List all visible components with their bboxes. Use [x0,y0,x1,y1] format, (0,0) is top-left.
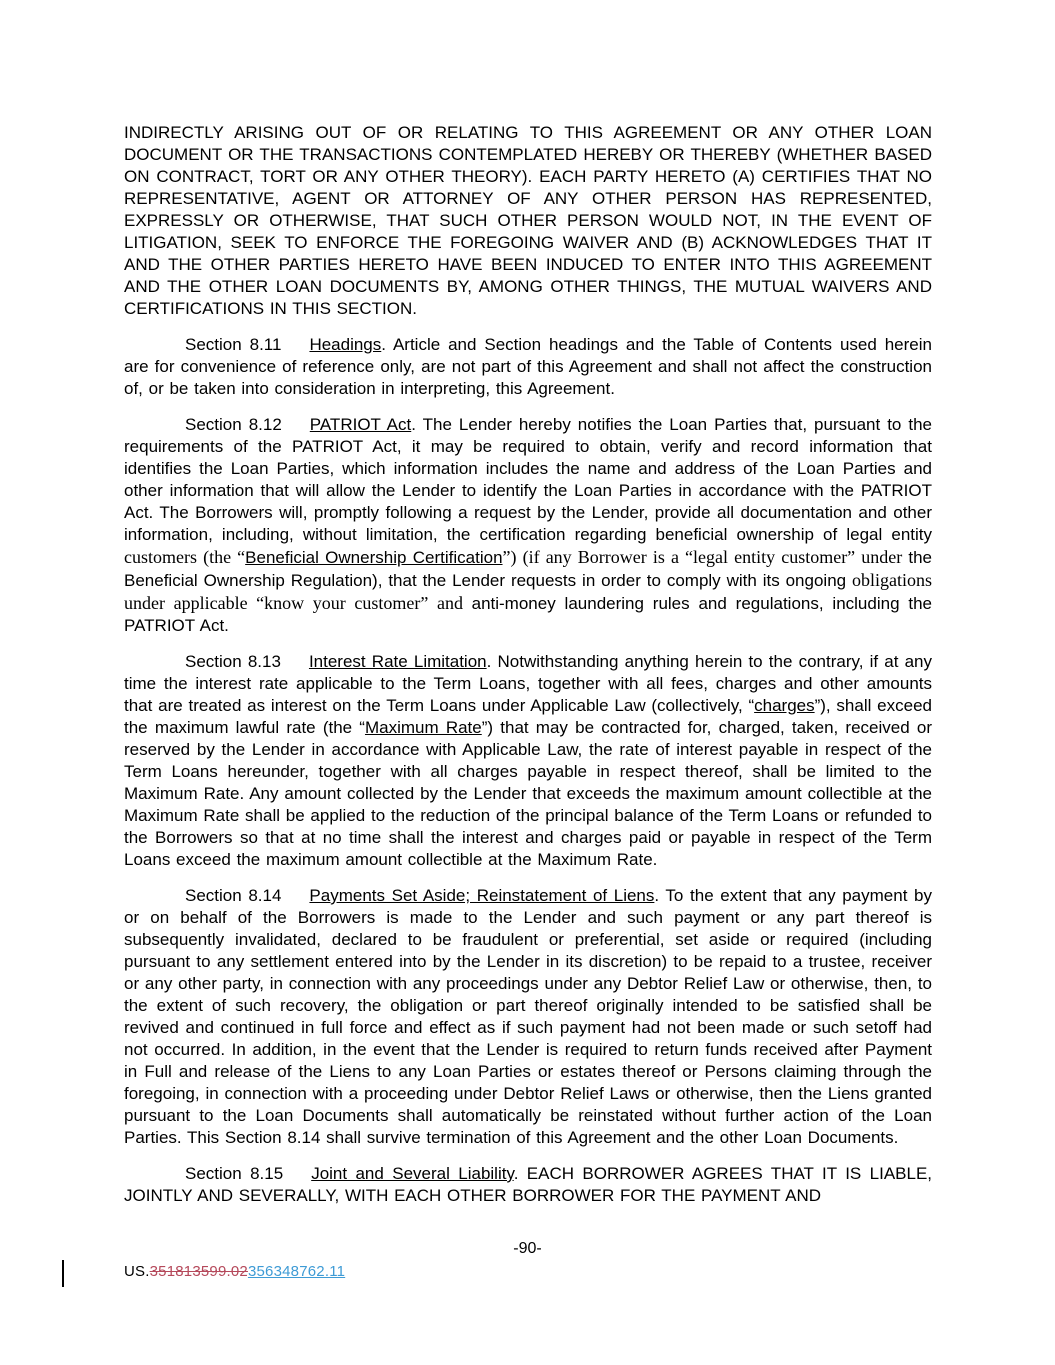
document-id-footer [124,1263,345,1280]
text-run: . Notwithstanding anything herein to the contrary, if at any time the interest rate applicable to the Term Loans, together with all fees, charges and other amounts that are treated as interest on the Term Loans under Applicable Law (collectively, “ [124,652,932,715]
text-run: ”), shall exceed the maximum lawful rate (the “ [124,696,932,737]
defined-term: Beneficial Ownership Certification [245,548,503,567]
footer-new-id: 356348762.11 [247,1263,346,1280]
text-run: ”) (if any Borrower is a “legal entity customer” under [502,547,909,567]
text-run: . To the extent that any payment by or on behalf of the Borrowers is made to the Lender and such payment or any part thereof is subsequently invalidated, declared to be fraudulent or preferential, set aside or required (including pursuant to any settlement entered into by the Lender in its discretion) to be repaid to a trustee, receiver or any other party, in connection with any proceedings under any Debtor Relief Law or otherwise, then, to the extent of such recovery, the obligation or part thereof originally intended to be satisfied shall be revived and continued in full force and effect as if such payment had not been made or such setoff had not occurred. In addition, in the event that the Lender is required to return funds received after Payment in Full and release of the Liens to any Loan Parties or estates thereof or Persons claiming through the foregoing, in connection with a proceeding under Debtor Relief Laws or otherwise, then the Liens granted pursuant to the Loan Documents shall automatically be reinstated without further action of the Loan Parties. This Section 8.14 shall survive termination of this Agreement and the other Loan Documents. [124,886,932,1147]
defined-term: Maximum Rate [364,718,482,737]
text-run: Section 8.12 [185,415,282,434]
text-run: . The Lender hereby notifies the Loan Parties that, pursuant to the requirements of the PATRIOT Act, it may be required to obtain, verify and record information that identifies the Loan Parties, which information includes the name and address of the Loan Parties and other information that will allow the Lender to identify the Loan Parties in accordance with the PATRIOT Act. The Borrowers will, promptly following a request by the Lender, provide all documentation and other information, including, without limitation, the certification regarding beneficial ownership of legal entity [124,415,932,544]
text-run: obligations under applicable “know your customer” and [124,570,932,613]
text-run: Section 8.14 [185,886,282,905]
defined-term: Joint and Several Liability [311,1164,514,1183]
paragraph-section-8-15 [124,1163,932,1207]
footer-id-prefix: US. [124,1263,150,1280]
text-run: anti-money laundering rules and regulations, including the PATRIOT Act. [124,594,932,635]
text-run: ”) that may be contracted for, charged, taken, received or reserved by the Lender in accordance with Applicable Law, the rate of interest payable in respect of the Term Loans hereunder, together with all charges payable in respect thereof, shall be limited to the Maximum Rate. Any amount collected by the Lender that exceeds the maximum amount collectible at the Maximum Rate shall be applied to the reduction of the principal balance of the Term Loans or refunded to the Borrowers so that at no time shall the interest and charges paid or payable in respect of the Term Loans exceed the maximum amount collectible at the Maximum Rate. [124,718,932,869]
document-body [124,122,932,1207]
text-run: INDIRECTLY ARISING OUT OF OR RELATING TO THIS AGREEMENT OR ANY OTHER LOAN DOCUMENT OR THE TRANSACTIONS CONTEMPLATED HEREBY OR THEREBY (WHETHER BASED ON CONTRACT, TORT OR ANY OTHER THEORY). EACH PARTY HERETO (A) CERTIFIES THAT NO REPRESENTATIVE, AGENT OR ATTORNEY OF ANY OTHER PERSON HAS REPRESENTED, EXPRESSLY OR OTHERWISE, THAT SUCH OTHER PERSON WOULD NOT, IN THE EVENT OF LITIGATION, SEEK TO ENFORCE THE FOREGOING WAIVER AND (B) ACKNOWLEDGES THAT IT AND THE OTHER PARTIES HERETO HAVE BEEN INDUCED TO ENTER INTO THIS AGREEMENT AND THE OTHER LOAN DOCUMENTS BY, AMONG OTHER THINGS, THE MUTUAL WAIVERS AND CERTIFICATIONS IN THIS SECTION. [124,123,932,318]
defined-term: Interest Rate Limitation [308,652,487,671]
defined-term: Payments Set Aside; Reinstatement of Liens [309,886,655,905]
paragraph-section-8-11 [124,334,932,400]
text-run: . Article and Section headings and the Table of Contents used herein are for convenience of reference only, are not part of this Agreement and shall not affect the construction of, or be taken into consideration in interpreting, this Agreement. [124,335,932,398]
defined-term: Headings [309,335,382,354]
text-run: the Beneficial Ownership Regulation), that the Lender requests in order to comply with its ongoing [124,548,932,590]
text-run: Section 8.11 [185,335,282,354]
defined-term: PATRIOT Act [309,415,412,434]
paragraph-section-8-14 [124,885,932,1149]
text-run: . EACH BORROWER AGREES THAT IT IS LIABLE, JOINTLY AND SEVERALLY, WITH EACH OTHER BORROWER FOR THE PAYMENT AND [124,1164,933,1205]
text-run: Section 8.15 [185,1164,284,1183]
paragraph-section-8-13 [124,651,932,871]
page-number: -90- [513,1240,542,1257]
text-run: customers (the “ [124,547,246,567]
paragraph-section-8-12 [124,414,932,637]
change-bar [62,1260,64,1287]
footer-old-id: 351813599.02 [149,1263,248,1280]
defined-term: charges [754,696,815,715]
paragraph-waiver-caps [124,122,932,320]
text-run: Section 8.13 [185,652,281,671]
